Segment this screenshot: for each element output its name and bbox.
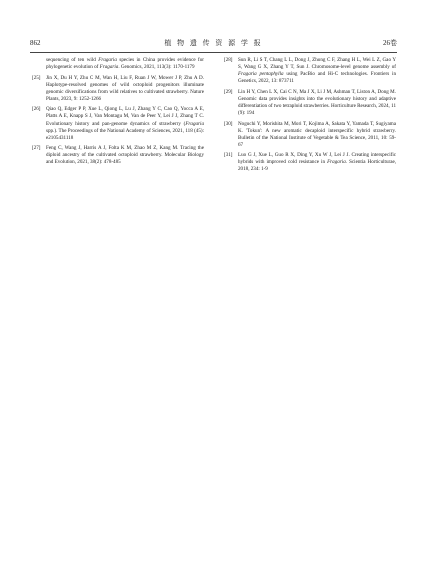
journal-title: 植 物 遗 传 资 源 学 报 — [164, 39, 263, 47]
reference-number: [27] — [32, 145, 41, 152]
header-rule — [30, 52, 397, 53]
reference-text-segment: Feng C, Wang J, Harris A J, Folta K M, Zhao M Z, Kang M. Tracing the diploid ancestry of the cultivated octoploid strawberry. Molecular Biology and Evolution, 2021, 38(2): 478-485 — [46, 145, 204, 166]
reference-text-segment: Lin H Y, Chen L X, Cai C N, Ma J X, Li J M, Ashman T, Liston A, Dong M. Genomic data provides insights into the evolutionary history and adaptive differentiation of two tetraploid strawberries. Horticulture Research, 2024, 11 (9): 194 — [238, 88, 396, 117]
reference-text — [238, 89, 396, 117]
italic-taxon: Fragaria — [327, 159, 346, 166]
reference-text-segment: Luo G J, Xue L, Guo R X, Ding Y, Xu W J, Lei J J. Creating interspecific hybrids with improved cold resistance in — [238, 152, 396, 166]
reference-number: [29] — [224, 88, 233, 95]
reference-number: [25] — [32, 74, 41, 81]
reference-text-segment: sequencing of ten wild — [46, 57, 99, 63]
reference-text-segment: spp.). The Proceedings of the National Academy of Sciences, 2021, 118 (45): e2105431118 — [46, 127, 204, 141]
reference-text — [46, 145, 204, 166]
page-header — [30, 36, 397, 50]
reference-entry — [32, 75, 204, 103]
reference-column-right — [224, 57, 396, 177]
reference-entry — [224, 152, 396, 173]
volume-label: 26卷 — [383, 39, 397, 47]
reference-text — [238, 121, 396, 149]
reference-text — [238, 57, 396, 85]
reference-text — [46, 106, 204, 141]
italic-taxon: Fragaria — [185, 120, 204, 127]
reference-text-segment: Noguchi Y, Morishita M, Mori T, Kojima A, Sakata Y, Yamada T, Sugiyama K. 'Tokun': A new aromatic decaploid interspecific hybrid strawberry. Bulletin of the National Institute of Vegetable & Tea Science, 2011, 10: 59-67 — [238, 120, 396, 148]
reference-number: [28] — [224, 57, 233, 63]
reference-text-segment: . Scientia Horticulturae, 2018, 234: 1-9 — [238, 159, 396, 173]
italic-taxon: Fragaria — [98, 57, 117, 63]
reference-number: [31] — [224, 152, 233, 159]
italic-taxon: Fragaria — [99, 64, 119, 71]
reference-text — [46, 57, 204, 71]
reference-entry — [224, 57, 396, 85]
reference-number: [26] — [32, 106, 41, 113]
reference-entry — [224, 121, 396, 149]
italic-taxon: Fragaria pentaphylla — [238, 71, 284, 78]
reference-column-left — [32, 57, 204, 170]
reference-number — [32, 57, 46, 71]
reference-text-segment: Jin X, Du H Y, Zhu C M, Wan H, Liu F, Ruan J W, Mower J P, Zhu A D. Haplotype-resolved genomes of wild octoploid progenitors illuminate genomic diversifications from wild relatives to cultivated strawberry. Nature Plants, 2023, 9: 1252-1266 — [46, 74, 204, 102]
reference-text — [238, 152, 396, 173]
page-number: 862 — [30, 39, 41, 47]
reference-text-segment: Sun R, Li S T, Chang L L, Dong J, Zhong C F, Zhang H L, Wei L Z, Gao Y S, Wang G X, Zhang Y T, Sun J. Chromosome-level genome assembly of — [238, 57, 396, 71]
reference-entry — [224, 89, 396, 117]
reference-entry — [32, 145, 204, 166]
reference-entry — [32, 106, 204, 141]
reference-number: [30] — [224, 120, 233, 127]
reference-text — [46, 75, 204, 103]
reference-text-segment: Qiao Q, Edger P P, Xue L, Qiong L, Lu J, Zhang Y C, Cao Q, Yocca A E, Platts A E, Knapp S J, Van Montagu M, Van de Peer Y, Lei J J, Zhang T C. Evolutionary history and pan-genome dynamics of strawberry ( — [46, 106, 204, 127]
reference-text-segment: using PacBio and Hi-C technologies. Frontiers in Genetics, 2022, 13: 873711 — [238, 71, 396, 85]
reference-text-segment: . Genomics, 2021, 113(3): 1170-1179 — [118, 64, 195, 71]
reference-text-segment: species in China provides evidence for phylogenetic evolution of — [46, 57, 204, 71]
reference-entry — [32, 57, 204, 71]
